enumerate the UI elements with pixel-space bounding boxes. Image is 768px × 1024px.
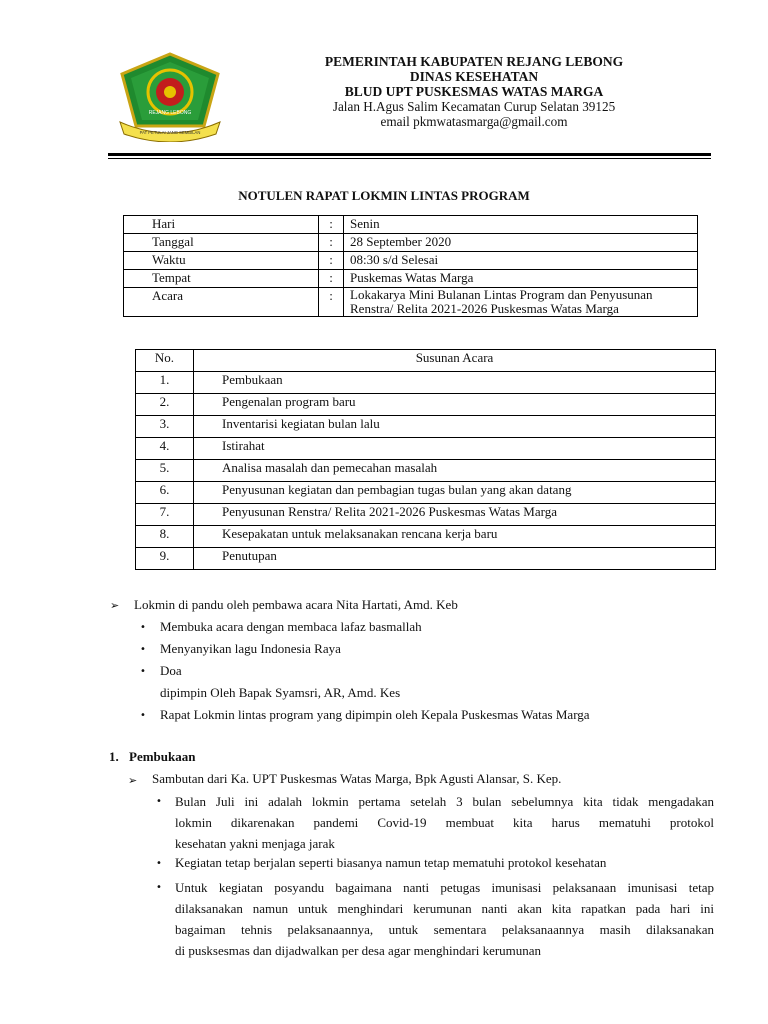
paragraph-line: di pusksesmas dan dijadwalkan per desa agar menghindari kerumunan bbox=[175, 943, 542, 958]
paragraph bbox=[175, 877, 714, 961]
letterhead-address: Jalan H.Agus Salim Kecamatan Curup Selatan 39125 bbox=[332, 99, 616, 114]
svg-text:REJANG LEBONG: REJANG LEBONG bbox=[148, 110, 192, 116]
agenda-no: 2. bbox=[136, 394, 194, 416]
bullet-icon: • bbox=[140, 644, 146, 655]
bullet-icon: • bbox=[140, 666, 146, 677]
document-title: NOTULEN RAPAT LOKMIN LINTAS PROGRAM bbox=[238, 188, 530, 203]
agenda-no: 5. bbox=[136, 460, 194, 482]
letterhead-government: PEMERINTAH KABUPATEN REJANG LEBONG bbox=[324, 54, 624, 69]
info-value: 08:30 s/d Selesai bbox=[344, 252, 698, 270]
bullet-icon: • bbox=[156, 882, 162, 893]
agenda-item: Kesepakatan untuk melaksanakan rencana kerja baru bbox=[194, 526, 716, 548]
info-sep: : bbox=[319, 252, 344, 270]
info-value: 28 September 2020 bbox=[344, 234, 698, 252]
info-key: Waktu bbox=[124, 252, 319, 270]
info-key: Tempat bbox=[124, 270, 319, 288]
info-sep: : bbox=[319, 270, 344, 288]
bullet-icon: • bbox=[156, 796, 162, 807]
paragraph-line: lokmin dikarenakan pandemi Covid-19 membuat kita harus mematuhi protokol bbox=[175, 815, 714, 830]
paragraph bbox=[175, 791, 714, 854]
agenda-item: Pengenalan program baru bbox=[194, 394, 716, 416]
section-lead: Sambutan dari Ka. UPT Puskesmas Watas Marga, Bpk Agusti Alansar, S. Kep. bbox=[152, 771, 562, 786]
bullet-icon: • bbox=[140, 710, 146, 721]
paragraph: Kegiatan tetap berjalan seperti biasanya namun tetap mematuhi protokol kesehatan bbox=[175, 855, 607, 870]
section-number: 1. bbox=[109, 749, 119, 764]
info-value: Puskemas Watas Marga bbox=[344, 270, 698, 288]
agenda-no: 3. bbox=[136, 416, 194, 438]
intro-bullet: Membuka acara dengan membaca lafaz basmallah bbox=[160, 619, 422, 634]
agenda-col-item: Susunan Acara bbox=[194, 350, 716, 372]
info-value: Senin bbox=[344, 216, 698, 234]
intro-lead: Lokmin di pandu oleh pembawa acara Nita Hartati, Amd. Keb bbox=[134, 597, 458, 612]
info-value-line: Renstra/ Relita 2021-2026 Puskesmas Watas Marga bbox=[350, 301, 619, 316]
agenda-item: Penutupan bbox=[194, 548, 716, 570]
info-key: Hari bbox=[124, 216, 319, 234]
agenda-item: Istirahat bbox=[194, 438, 716, 460]
intro-bullet: Rapat Lokmin lintas program yang dipimpin oleh Kepala Puskesmas Watas Marga bbox=[160, 707, 590, 722]
agenda-item: Inventarisi kegiatan bulan lalu bbox=[194, 416, 716, 438]
agenda-no: 1. bbox=[136, 372, 194, 394]
svg-text:PAT PETULAI JANG SEMBILAN: PAT PETULAI JANG SEMBILAN bbox=[139, 130, 201, 135]
bullet-icon: • bbox=[156, 858, 162, 869]
agenda-item: Analisa masalah dan pemecahan masalah bbox=[194, 460, 716, 482]
agenda-item: Penyusunan Renstra/ Relita 2021-2026 Puskesmas Watas Marga bbox=[194, 504, 716, 526]
agenda-no: 9. bbox=[136, 548, 194, 570]
paragraph-line: Bulan Juli ini adalah lokmin pertama setelah 3 bulan sebelumnya kita tidak mengadakan bbox=[175, 794, 714, 809]
intro-bullet: Menyanyikan lagu Indonesia Raya bbox=[160, 641, 341, 656]
info-sep: : bbox=[319, 288, 344, 317]
agenda-item: Penyusunan kegiatan dan pembagian tugas bulan yang akan datang bbox=[194, 482, 716, 504]
info-sep: : bbox=[319, 216, 344, 234]
arrow-bullet-icon: ➢ bbox=[110, 599, 120, 612]
agenda-no: 8. bbox=[136, 526, 194, 548]
intro-bullet-sub: dipimpin Oleh Bapak Syamsri, AR, Amd. Kes bbox=[160, 685, 401, 700]
paragraph-line: kesehatan yakni menjaga jarak bbox=[175, 836, 335, 851]
paragraph-line: bagaiman tehnis pelaksanaannya, untuk sementara pelaksanaannya masih dilaksanakan bbox=[175, 922, 714, 937]
section-heading: Pembukaan bbox=[129, 749, 196, 764]
paragraph-line: dilaksanakan namun untuk menghindari kerumunan nanti akan kita rapatkan pada hari ini bbox=[175, 901, 714, 916]
info-key: Tanggal bbox=[124, 234, 319, 252]
intro-bullet: Doa bbox=[160, 663, 182, 678]
bullet-icon: • bbox=[140, 622, 146, 633]
agenda-col-no: No. bbox=[136, 350, 194, 372]
agenda-no: 6. bbox=[136, 482, 194, 504]
info-sep: : bbox=[319, 234, 344, 252]
paragraph-line: Untuk kegiatan posyandu bagaimana nanti petugas imunisasi pelaksanaan imunisasi tetap bbox=[175, 880, 714, 895]
letterhead-unit: BLUD UPT PUSKESMAS WATAS MARGA bbox=[344, 84, 604, 99]
agenda-no: 7. bbox=[136, 504, 194, 526]
info-value-line: Lokakarya Mini Bulanan Lintas Program dan Penyusunan bbox=[350, 287, 653, 302]
letterhead-email: email pkmwatasmarga@gmail.com bbox=[380, 114, 568, 129]
agenda-item: Pembukaan bbox=[194, 372, 716, 394]
letterhead-agency: DINAS KESEHATAN bbox=[409, 69, 539, 84]
arrow-bullet-icon: ➢ bbox=[128, 774, 138, 787]
agenda-no: 4. bbox=[136, 438, 194, 460]
info-key: Acara bbox=[124, 288, 319, 317]
